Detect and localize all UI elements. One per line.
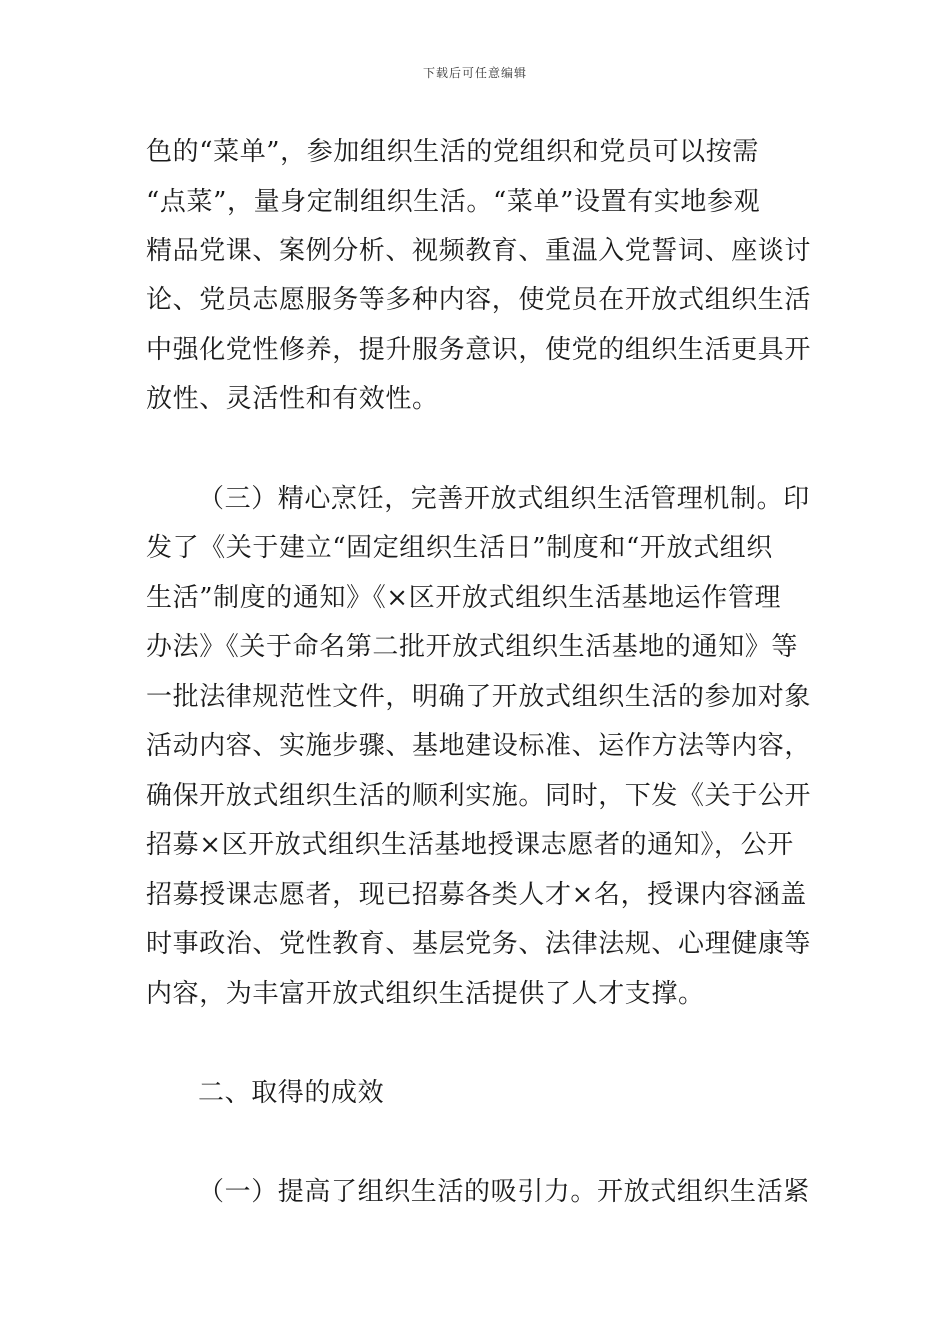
text-line: 论、党员志愿服务等多种内容，使党员在开放式组织生活	[146, 285, 812, 315]
text-line: 活动内容、实施步骤、基地建设标准、运作方法等内容，	[146, 731, 812, 761]
heading-text: 二、取得的成效	[198, 1078, 385, 1108]
text-line: 一批法律规范性文件，明确了开放式组织生活的参加对象	[146, 682, 812, 712]
text-line: （三）精心烹饪，完善开放式组织生活管理机制。印	[198, 484, 810, 514]
text-line: 招募授课志愿者，现已招募各类人才×名，授课内容涵盖	[146, 880, 807, 910]
text-line: （一）提高了组织生活的吸引力。开放式组织生活紧	[198, 1177, 810, 1207]
page-header-note: 下载后可任意编辑	[422, 66, 527, 80]
text-line: 放性、灵活性和有效性。	[146, 384, 439, 414]
text-line: 办法》《关于命名第二批开放式组织生活基地的通知》等	[146, 632, 799, 662]
text-line: 招募×区开放式组织生活基地授课志愿者的通知》，公开	[146, 830, 794, 860]
text-line: 色的“菜单”，参加组织生活的党组织和党员可以按需	[146, 137, 759, 167]
text-line: 时事政治、党性教育、基层党务、法律法规、心理健康等	[146, 929, 812, 959]
text-line: “点菜”，量身定制组织生活。“菜单”设置有实地参观	[146, 187, 761, 217]
text-line: 精品党课、案例分析、视频教育、重温入党誓词、座谈讨	[146, 236, 812, 266]
text-line: 确保开放式组织生活的顺利实施。同时，下发《关于公开	[146, 781, 812, 811]
text-line: 内容，为丰富开放式组织生活提供了人才支撑。	[146, 979, 705, 1009]
text-line: 中强化党性修养，提升服务意识，使党的组织生活更具开	[146, 335, 812, 365]
text-line: 发了《关于建立“固定组织生活日”制度和“开放式组织	[146, 533, 773, 563]
text-line: 生活”制度的通知》《×区开放式组织生活基地运作管理	[146, 583, 782, 613]
